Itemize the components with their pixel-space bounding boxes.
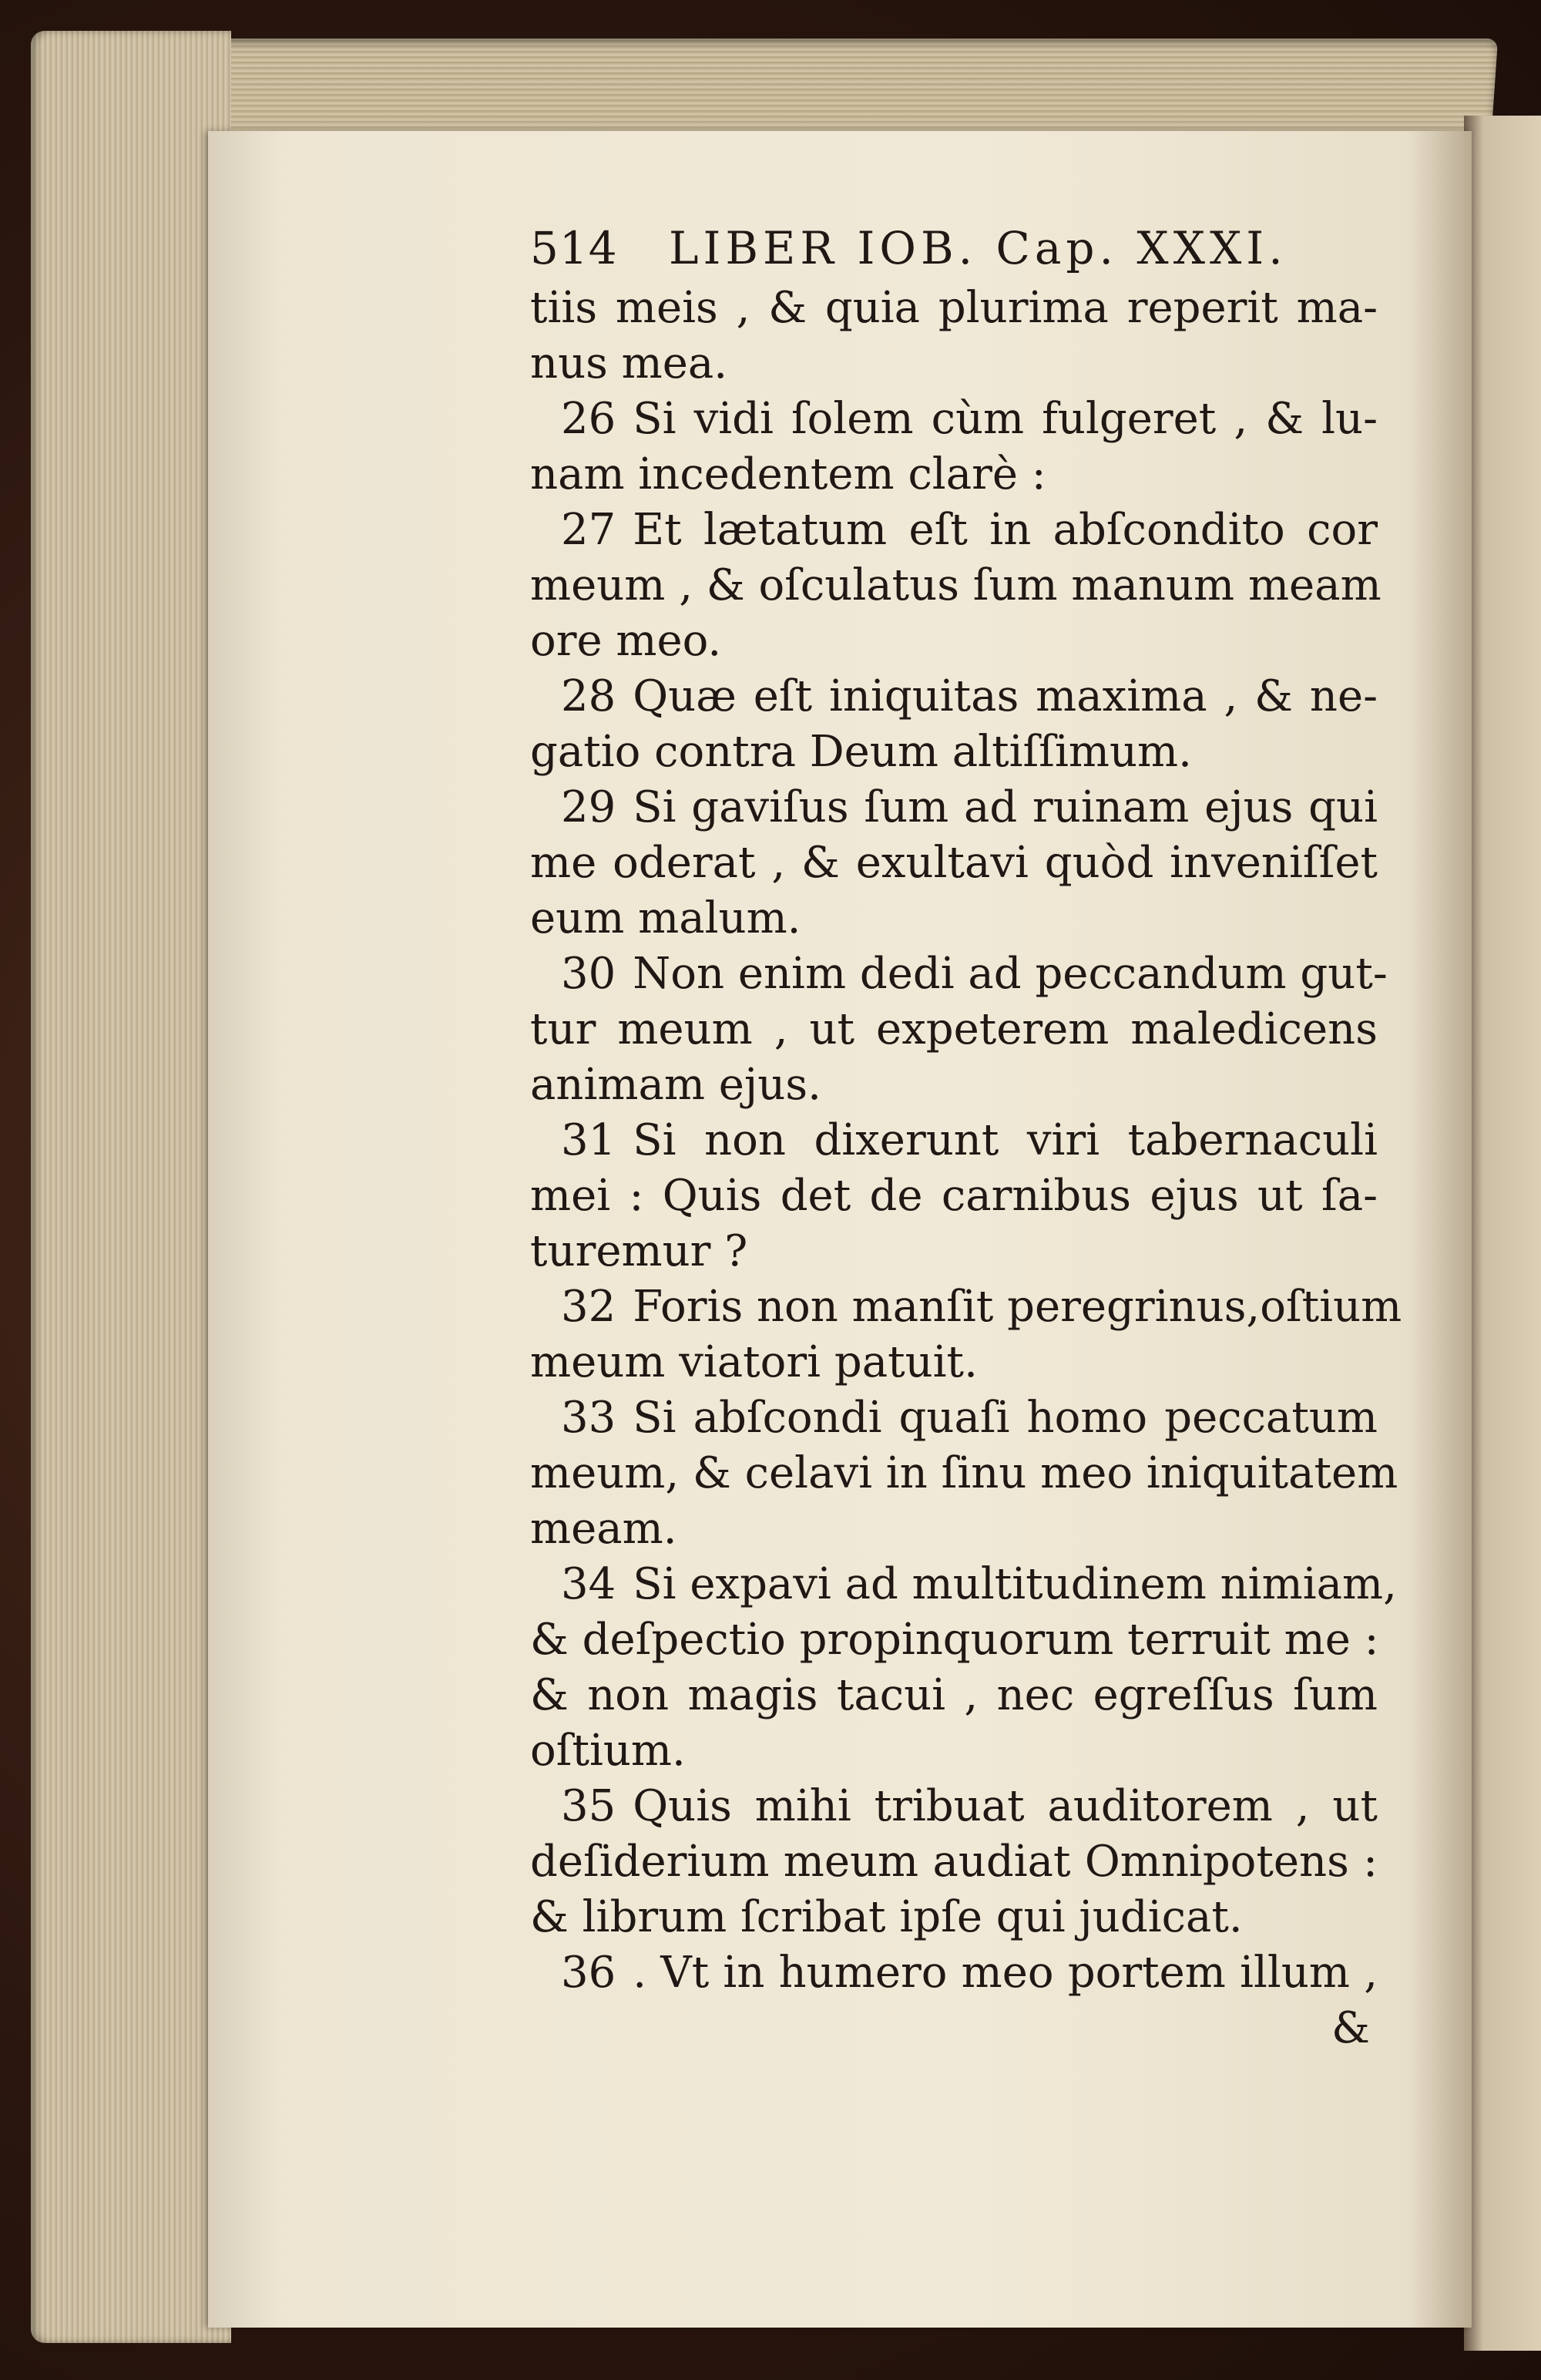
verse-number: 28 bbox=[561, 671, 616, 721]
line-text: Non enim dedi ad peccandum gut- bbox=[633, 949, 1388, 999]
text-line bbox=[530, 1723, 1378, 1779]
verse-number: 36 bbox=[561, 1948, 616, 1998]
verse-line bbox=[530, 1945, 1378, 2001]
verse-number: 33 bbox=[561, 1393, 616, 1443]
line-text: nam incedentem clarè : bbox=[530, 449, 1046, 499]
line-text: Si vidi ſolem cùm fulgeret , & lu- bbox=[633, 394, 1378, 444]
text-line bbox=[530, 1612, 1378, 1668]
line-text: meam. bbox=[530, 1504, 677, 1554]
text-line bbox=[530, 1002, 1378, 1057]
text-line bbox=[530, 281, 1378, 336]
page-stack-top-edge bbox=[43, 39, 1498, 131]
line-text: deſiderium meum audiat Omnipotens : bbox=[530, 1837, 1378, 1887]
text-line bbox=[530, 835, 1378, 891]
text-line bbox=[530, 724, 1378, 780]
verse-line bbox=[530, 503, 1378, 558]
verse-line bbox=[530, 1390, 1378, 1446]
text-line bbox=[530, 1168, 1378, 1224]
line-text: & deſpectio propinquorum terruit me : bbox=[530, 1615, 1379, 1665]
line-text: meum, & celavi in ſinu meo iniquitatem bbox=[530, 1448, 1398, 1498]
text-line bbox=[530, 1668, 1378, 1723]
text-line bbox=[530, 447, 1378, 503]
line-text: meum viatori patuit. bbox=[530, 1337, 978, 1387]
line-text: Quæ eſt iniquitas maxima , & ne- bbox=[633, 671, 1378, 721]
verse-line bbox=[530, 1779, 1378, 1834]
verse-number: 26 bbox=[561, 394, 616, 444]
line-text: Si expavi ad multitudinem nimiam, bbox=[633, 1559, 1397, 1609]
line-text: & non magis tacui , nec egreſſus ſum bbox=[530, 1670, 1378, 1720]
verse-line bbox=[530, 946, 1388, 1002]
page-text bbox=[530, 220, 1402, 2056]
line-text: Et lætatum eſt in abſcondito cor bbox=[633, 505, 1378, 555]
line-text: Foris non manſit peregrinus,oſtium bbox=[633, 1282, 1402, 1332]
verse-number: 35 bbox=[561, 1781, 616, 1831]
verse-line bbox=[530, 780, 1378, 835]
line-text: Si non dixerunt viri tabernaculi bbox=[633, 1115, 1378, 1165]
catchword: & bbox=[1331, 2003, 1370, 2053]
line-text: me oderat , & exultavi quòd inveniſſet bbox=[530, 838, 1378, 888]
line-text: tur meum , ut expeterem maledicens bbox=[530, 1004, 1378, 1054]
line-text: Si abſcondi quaſi homo peccatum bbox=[633, 1393, 1378, 1443]
verse-number: 27 bbox=[561, 505, 616, 555]
verse-number: 30 bbox=[561, 949, 616, 999]
text-line bbox=[530, 1057, 1378, 1113]
page-number: 514 bbox=[530, 222, 618, 274]
text-line bbox=[530, 891, 1378, 946]
verse-line bbox=[530, 1113, 1378, 1168]
verse-line bbox=[530, 1557, 1397, 1612]
line-text: mei : Quis det de carnibus ejus ut ſa- bbox=[530, 1171, 1378, 1221]
text-line bbox=[530, 558, 1382, 613]
text-line bbox=[530, 336, 1378, 392]
facing-page-edge bbox=[1464, 116, 1541, 2351]
line-text: animam ejus. bbox=[530, 1060, 821, 1110]
page-stack-left-edge bbox=[31, 31, 231, 2343]
verse-line bbox=[530, 669, 1378, 724]
text-line bbox=[530, 613, 1378, 669]
page-header bbox=[530, 220, 1378, 276]
verse-line bbox=[530, 1279, 1402, 1335]
running-head: LIBER IOB. Cap. XXXI. bbox=[669, 222, 1288, 274]
line-text: oſtium. bbox=[530, 1726, 686, 1776]
line-text: Si gaviſus ſum ad ruinam ejus qui bbox=[633, 782, 1378, 832]
text-line bbox=[530, 1446, 1398, 1501]
line-text: . Vt in humero meo portem illum , bbox=[633, 1948, 1378, 1998]
text-line bbox=[530, 1335, 1378, 1390]
text-line bbox=[530, 1224, 1378, 1279]
line-text: ore meo. bbox=[530, 616, 722, 666]
line-text: eum malum. bbox=[530, 893, 801, 943]
text-line bbox=[530, 1834, 1378, 1890]
line-text: meum , & oſculatus ſum manum meam bbox=[530, 560, 1382, 610]
verse-line bbox=[530, 392, 1378, 447]
verse-lines bbox=[530, 281, 1402, 2001]
line-text: tiis meis , & quia plurima reperit ma- bbox=[530, 283, 1378, 333]
line-text: Quis mihi tribuat auditorem , ut bbox=[633, 1781, 1378, 1831]
line-text: turemur ? bbox=[530, 1226, 748, 1276]
verse-number: 34 bbox=[561, 1559, 616, 1609]
verse-number: 32 bbox=[561, 1282, 616, 1332]
verse-number: 29 bbox=[561, 782, 616, 832]
text-line bbox=[530, 1501, 1378, 1557]
line-text: gatio contra Deum altiſſimum. bbox=[530, 727, 1192, 777]
verse-number: 31 bbox=[561, 1115, 616, 1165]
line-text: nus mea. bbox=[530, 338, 728, 388]
line-text: & librum ſcribat ipſe qui judicat. bbox=[530, 1892, 1243, 1942]
text-line bbox=[530, 1890, 1378, 1945]
